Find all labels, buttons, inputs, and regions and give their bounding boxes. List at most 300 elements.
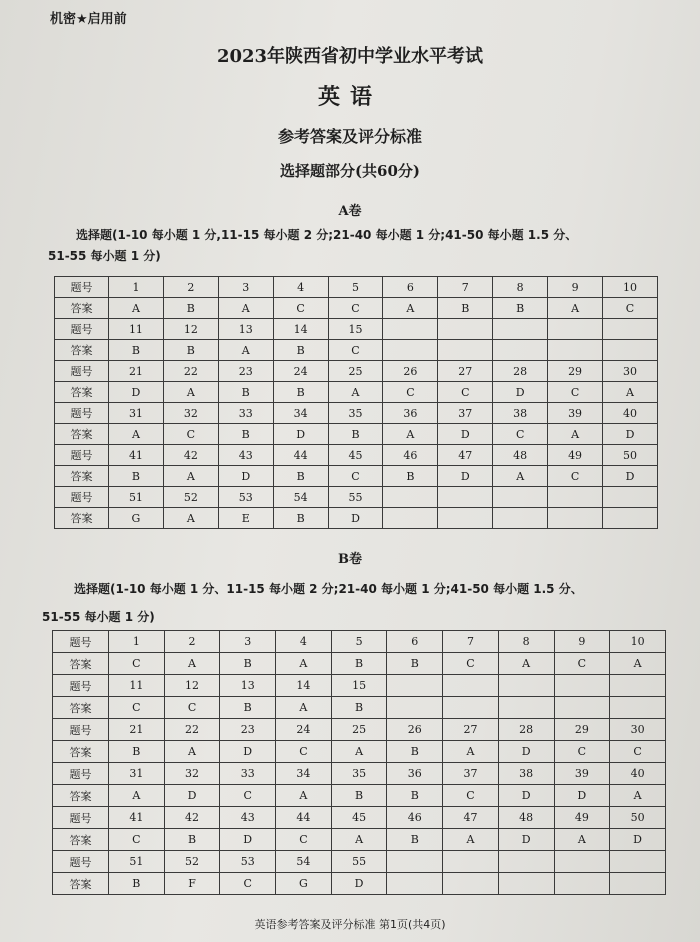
- question-number-cell: 27: [438, 361, 493, 382]
- question-number-cell: 34: [276, 763, 332, 785]
- question-number-cell: 22: [164, 719, 220, 741]
- row-header-cell: 题号: [53, 631, 109, 653]
- answer-cell: B: [438, 298, 493, 319]
- answer-cell: B: [331, 697, 387, 719]
- row-header-cell: 题号: [55, 403, 109, 424]
- answer-cell: B: [220, 697, 276, 719]
- question-number-cell: 15: [328, 319, 383, 340]
- answer-cell: C: [164, 697, 220, 719]
- answer-cell: A: [548, 298, 603, 319]
- answer-cell: C: [548, 382, 603, 403]
- row-header-cell: 题号: [53, 719, 109, 741]
- question-number-cell: 53: [220, 851, 276, 873]
- question-number-cell: 52: [164, 851, 220, 873]
- question-number-cell: 43: [220, 807, 276, 829]
- row-header-cell: 题号: [55, 277, 109, 298]
- answer-cell: A: [276, 697, 332, 719]
- answer-cell: [554, 697, 610, 719]
- question-number-cell: 49: [548, 445, 603, 466]
- question-number-cell: 50: [610, 807, 666, 829]
- answer-cell: E: [218, 508, 273, 529]
- question-number-cell: 45: [331, 807, 387, 829]
- answer-cell: B: [387, 653, 443, 675]
- answer-row: [53, 697, 666, 719]
- volume-a-label: A卷: [338, 204, 362, 219]
- answer-cell: [438, 340, 493, 361]
- question-number-cell: [443, 675, 499, 697]
- answer-cell: [493, 508, 548, 529]
- question-number-cell: [387, 851, 443, 873]
- answer-row: [55, 424, 658, 445]
- question-number-row: [55, 319, 658, 340]
- row-header-cell: 答案: [53, 873, 109, 895]
- answer-cell: [548, 340, 603, 361]
- question-number-cell: 11: [109, 675, 165, 697]
- question-number-cell: 28: [498, 719, 554, 741]
- answer-cell: C: [603, 298, 658, 319]
- answer-cell: [554, 873, 610, 895]
- row-header-cell: 题号: [53, 807, 109, 829]
- question-number-cell: [603, 319, 658, 340]
- question-number-cell: 51: [109, 487, 164, 508]
- volume-a-instruction-line1: 选择题(1-10 每小题 1 分,11-15 每小题 2 分;21-40 每小题 1 分;41-50 每小题 1.5 分、: [76, 228, 578, 242]
- question-number-cell: 12: [163, 319, 218, 340]
- answer-cell: A: [554, 829, 610, 851]
- answer-cell: D: [438, 424, 493, 445]
- answer-cell: B: [383, 466, 438, 487]
- row-header-cell: 答案: [53, 829, 109, 851]
- question-number-cell: 8: [498, 631, 554, 653]
- question-number-cell: 54: [276, 851, 332, 873]
- row-header-cell: 题号: [53, 675, 109, 697]
- answer-cell: D: [218, 466, 273, 487]
- question-number-cell: 2: [163, 277, 218, 298]
- row-header-cell: 答案: [55, 508, 109, 529]
- answer-cell: C: [276, 829, 332, 851]
- answer-cell: C: [554, 653, 610, 675]
- question-number-cell: 30: [610, 719, 666, 741]
- question-number-cell: 30: [603, 361, 658, 382]
- question-number-cell: 48: [498, 807, 554, 829]
- answer-cell: A: [610, 785, 666, 807]
- row-header-cell: 题号: [53, 851, 109, 873]
- answer-cell: B: [328, 424, 383, 445]
- question-number-cell: [443, 851, 499, 873]
- question-number-cell: 9: [554, 631, 610, 653]
- question-number-cell: 32: [163, 403, 218, 424]
- answer-cell: C: [220, 785, 276, 807]
- question-number-cell: 35: [331, 763, 387, 785]
- volume-a-answer-table: [54, 276, 658, 529]
- question-number-cell: 54: [273, 487, 328, 508]
- question-number-cell: 40: [610, 763, 666, 785]
- answer-cell: D: [493, 382, 548, 403]
- row-header-cell: 答案: [55, 466, 109, 487]
- answer-cell: [443, 697, 499, 719]
- question-number-cell: 47: [438, 445, 493, 466]
- answer-cell: B: [387, 829, 443, 851]
- question-number-cell: [548, 319, 603, 340]
- question-number-cell: 25: [331, 719, 387, 741]
- answer-cell: B: [163, 298, 218, 319]
- answer-cell: A: [164, 741, 220, 763]
- answer-cell: B: [387, 741, 443, 763]
- question-number-cell: 46: [383, 445, 438, 466]
- question-number-cell: [383, 487, 438, 508]
- question-number-cell: 21: [109, 361, 164, 382]
- question-number-cell: [610, 851, 666, 873]
- question-number-cell: 31: [109, 763, 165, 785]
- answer-cell: A: [163, 382, 218, 403]
- row-header-cell: 答案: [53, 741, 109, 763]
- question-number-cell: 36: [387, 763, 443, 785]
- question-number-cell: 24: [273, 361, 328, 382]
- section-title: 选择题部分(共60分): [279, 162, 421, 180]
- answer-cell: C: [273, 298, 328, 319]
- answer-cell: A: [109, 785, 165, 807]
- answer-row: [55, 382, 658, 403]
- answer-cell: D: [331, 873, 387, 895]
- question-number-cell: 14: [276, 675, 332, 697]
- answer-cell: C: [328, 298, 383, 319]
- answer-row: [53, 785, 666, 807]
- answer-cell: C: [220, 873, 276, 895]
- row-header-cell: 题号: [55, 445, 109, 466]
- question-number-row: [55, 403, 658, 424]
- volume-b-table-body: [53, 631, 666, 895]
- question-number-cell: [548, 487, 603, 508]
- answer-cell: D: [498, 829, 554, 851]
- question-number-cell: 3: [220, 631, 276, 653]
- question-number-cell: 42: [164, 807, 220, 829]
- answer-cell: B: [493, 298, 548, 319]
- question-number-cell: 13: [220, 675, 276, 697]
- question-number-cell: 15: [331, 675, 387, 697]
- row-header-cell: 答案: [55, 298, 109, 319]
- question-number-cell: 27: [443, 719, 499, 741]
- answer-cell: B: [220, 653, 276, 675]
- question-number-cell: 13: [218, 319, 273, 340]
- answer-cell: C: [548, 466, 603, 487]
- question-number-row: [53, 719, 666, 741]
- question-number-row: [55, 361, 658, 382]
- answer-cell: A: [164, 653, 220, 675]
- question-number-cell: 6: [383, 277, 438, 298]
- answer-cell: C: [610, 741, 666, 763]
- row-header-cell: 答案: [55, 382, 109, 403]
- answer-cell: C: [109, 697, 165, 719]
- question-number-cell: 3: [218, 277, 273, 298]
- answer-cell: D: [273, 424, 328, 445]
- question-number-cell: 41: [109, 807, 165, 829]
- answer-cell: [610, 873, 666, 895]
- answer-cell: A: [109, 298, 164, 319]
- answer-cell: F: [164, 873, 220, 895]
- question-number-row: [53, 631, 666, 653]
- question-number-cell: 10: [603, 277, 658, 298]
- answer-cell: A: [548, 424, 603, 445]
- answer-cell: [387, 873, 443, 895]
- question-number-cell: [438, 487, 493, 508]
- question-number-cell: [610, 675, 666, 697]
- question-number-cell: 4: [276, 631, 332, 653]
- question-number-cell: 24: [276, 719, 332, 741]
- row-header-cell: 题号: [53, 763, 109, 785]
- row-header-cell: 答案: [55, 424, 109, 445]
- answer-cell: [387, 697, 443, 719]
- answer-cell: D: [109, 382, 164, 403]
- question-number-cell: 11: [109, 319, 164, 340]
- page-footer: 英语参考答案及评分标准 第1页(共4页): [254, 918, 446, 931]
- question-number-cell: 51: [109, 851, 165, 873]
- question-number-cell: [383, 319, 438, 340]
- answer-cell: C: [276, 741, 332, 763]
- question-number-cell: 28: [493, 361, 548, 382]
- question-number-cell: 32: [164, 763, 220, 785]
- row-header-cell: 题号: [55, 487, 109, 508]
- answer-cell: [603, 508, 658, 529]
- question-number-cell: 1: [109, 631, 165, 653]
- answer-cell: B: [109, 466, 164, 487]
- answer-cell: A: [276, 653, 332, 675]
- answer-cell: [443, 873, 499, 895]
- answer-cell: G: [109, 508, 164, 529]
- question-number-cell: [498, 675, 554, 697]
- answer-cell: [498, 697, 554, 719]
- question-number-cell: 5: [328, 277, 383, 298]
- question-number-cell: 1: [109, 277, 164, 298]
- answer-row: [55, 466, 658, 487]
- question-number-cell: 43: [218, 445, 273, 466]
- answer-cell: B: [387, 785, 443, 807]
- question-number-cell: 35: [328, 403, 383, 424]
- answer-cell: C: [109, 653, 165, 675]
- volume-a-table-body: [55, 277, 658, 529]
- question-number-cell: 47: [443, 807, 499, 829]
- question-number-cell: 39: [548, 403, 603, 424]
- row-header-cell: 答案: [53, 653, 109, 675]
- question-number-cell: 26: [387, 719, 443, 741]
- answer-cell: B: [273, 508, 328, 529]
- question-number-cell: 49: [554, 807, 610, 829]
- answer-row: [55, 508, 658, 529]
- question-number-cell: 52: [163, 487, 218, 508]
- answer-cell: A: [163, 466, 218, 487]
- question-number-cell: [498, 851, 554, 873]
- answer-cell: C: [443, 653, 499, 675]
- question-number-cell: 8: [493, 277, 548, 298]
- answer-cell: B: [218, 424, 273, 445]
- answer-cell: D: [610, 829, 666, 851]
- question-number-cell: 40: [603, 403, 658, 424]
- answer-cell: B: [331, 785, 387, 807]
- answer-cell: A: [328, 382, 383, 403]
- question-number-cell: 50: [603, 445, 658, 466]
- answer-row: [53, 829, 666, 851]
- answer-cell: B: [109, 873, 165, 895]
- question-number-row: [53, 763, 666, 785]
- answer-row: [53, 873, 666, 895]
- question-number-cell: 39: [554, 763, 610, 785]
- question-number-cell: 31: [109, 403, 164, 424]
- question-number-cell: 23: [218, 361, 273, 382]
- question-number-cell: 6: [387, 631, 443, 653]
- row-header-cell: 答案: [53, 785, 109, 807]
- question-number-cell: 44: [273, 445, 328, 466]
- question-number-cell: 7: [438, 277, 493, 298]
- answer-cell: D: [603, 466, 658, 487]
- answer-cell: B: [109, 741, 165, 763]
- question-number-cell: [438, 319, 493, 340]
- volume-b-instruction-line1: 选择题(1-10 每小题 1 分、11-15 每小题 2 分;21-40 每小题 1 分;41-50 每小题 1.5 分、: [74, 582, 583, 596]
- question-number-row: [53, 851, 666, 873]
- question-number-cell: [554, 851, 610, 873]
- question-number-cell: 48: [493, 445, 548, 466]
- answer-cell: [493, 340, 548, 361]
- answer-cell: A: [276, 785, 332, 807]
- answer-cell: [498, 873, 554, 895]
- answer-cell: B: [109, 340, 164, 361]
- question-number-cell: 25: [328, 361, 383, 382]
- answer-cell: C: [554, 741, 610, 763]
- subject-title: 英语: [317, 84, 382, 110]
- question-number-cell: 14: [273, 319, 328, 340]
- question-number-cell: [493, 487, 548, 508]
- question-number-row: [55, 277, 658, 298]
- answer-cell: C: [163, 424, 218, 445]
- answer-cell: A: [498, 653, 554, 675]
- question-number-cell: [387, 675, 443, 697]
- question-number-cell: 37: [438, 403, 493, 424]
- answer-cell: B: [273, 340, 328, 361]
- question-number-cell: 4: [273, 277, 328, 298]
- volume-b-instruction-line2: 51-55 每小题 1 分): [42, 610, 155, 624]
- question-number-cell: [554, 675, 610, 697]
- row-header-cell: 答案: [55, 340, 109, 361]
- answer-cell: [610, 697, 666, 719]
- question-number-row: [53, 675, 666, 697]
- answer-cell: [548, 508, 603, 529]
- answer-cell: B: [164, 829, 220, 851]
- question-number-cell: 7: [443, 631, 499, 653]
- row-header-cell: 题号: [55, 361, 109, 382]
- row-header-cell: 题号: [55, 319, 109, 340]
- answer-cell: A: [383, 298, 438, 319]
- question-number-cell: 12: [164, 675, 220, 697]
- answer-cell: A: [443, 741, 499, 763]
- question-number-cell: 23: [220, 719, 276, 741]
- volume-a-instruction-line2: 51-55 每小题 1 分): [48, 249, 161, 263]
- question-number-cell: 22: [163, 361, 218, 382]
- question-number-cell: 44: [276, 807, 332, 829]
- answer-cell: D: [220, 741, 276, 763]
- question-number-cell: 29: [548, 361, 603, 382]
- answer-key-subtitle: 参考答案及评分标准: [277, 127, 422, 146]
- volume-b-answer-table: [52, 630, 666, 895]
- answer-row: [53, 741, 666, 763]
- question-number-cell: 34: [273, 403, 328, 424]
- question-number-cell: 38: [493, 403, 548, 424]
- answer-cell: [603, 340, 658, 361]
- question-number-cell: 26: [383, 361, 438, 382]
- answer-cell: A: [331, 741, 387, 763]
- answer-cell: D: [498, 741, 554, 763]
- answer-cell: D: [554, 785, 610, 807]
- answer-row: [55, 298, 658, 319]
- answer-cell: A: [331, 829, 387, 851]
- answer-cell: D: [498, 785, 554, 807]
- question-number-cell: 33: [218, 403, 273, 424]
- question-number-cell: 29: [554, 719, 610, 741]
- answer-cell: D: [328, 508, 383, 529]
- answer-cell: [383, 508, 438, 529]
- exam-title: 2023年陕西省初中学业水平考试: [216, 46, 484, 67]
- question-number-cell: 38: [498, 763, 554, 785]
- question-number-cell: 10: [610, 631, 666, 653]
- answer-cell: [438, 508, 493, 529]
- confidential-label: 机密★启用前: [50, 12, 127, 27]
- question-number-row: [55, 445, 658, 466]
- answer-row: [55, 340, 658, 361]
- volume-b-label: B卷: [338, 552, 362, 567]
- answer-cell: C: [109, 829, 165, 851]
- answer-cell: D: [220, 829, 276, 851]
- question-number-cell: 21: [109, 719, 165, 741]
- question-number-cell: 46: [387, 807, 443, 829]
- answer-cell: A: [163, 508, 218, 529]
- question-number-cell: 42: [163, 445, 218, 466]
- answer-cell: A: [603, 382, 658, 403]
- answer-cell: A: [443, 829, 499, 851]
- answer-cell: B: [218, 382, 273, 403]
- question-number-cell: 33: [220, 763, 276, 785]
- answer-cell: D: [603, 424, 658, 445]
- answer-cell: G: [276, 873, 332, 895]
- answer-cell: C: [328, 466, 383, 487]
- answer-cell: C: [438, 382, 493, 403]
- question-number-cell: 53: [218, 487, 273, 508]
- question-number-cell: 37: [443, 763, 499, 785]
- answer-cell: A: [218, 340, 273, 361]
- question-number-cell: [493, 319, 548, 340]
- question-number-cell: 5: [331, 631, 387, 653]
- question-number-row: [55, 487, 658, 508]
- answer-cell: B: [331, 653, 387, 675]
- answer-cell: A: [383, 424, 438, 445]
- question-number-cell: 41: [109, 445, 164, 466]
- answer-cell: C: [383, 382, 438, 403]
- answer-cell: C: [443, 785, 499, 807]
- answer-row: [53, 653, 666, 675]
- answer-cell: C: [493, 424, 548, 445]
- answer-cell: B: [273, 466, 328, 487]
- question-number-cell: 45: [328, 445, 383, 466]
- answer-cell: [383, 340, 438, 361]
- question-number-row: [53, 807, 666, 829]
- answer-cell: A: [218, 298, 273, 319]
- answer-cell: B: [163, 340, 218, 361]
- answer-cell: D: [164, 785, 220, 807]
- question-number-cell: 2: [164, 631, 220, 653]
- answer-cell: A: [493, 466, 548, 487]
- answer-cell: A: [109, 424, 164, 445]
- question-number-cell: 9: [548, 277, 603, 298]
- question-number-cell: 55: [331, 851, 387, 873]
- answer-cell: B: [273, 382, 328, 403]
- answer-cell: D: [438, 466, 493, 487]
- answer-cell: C: [328, 340, 383, 361]
- question-number-cell: 55: [328, 487, 383, 508]
